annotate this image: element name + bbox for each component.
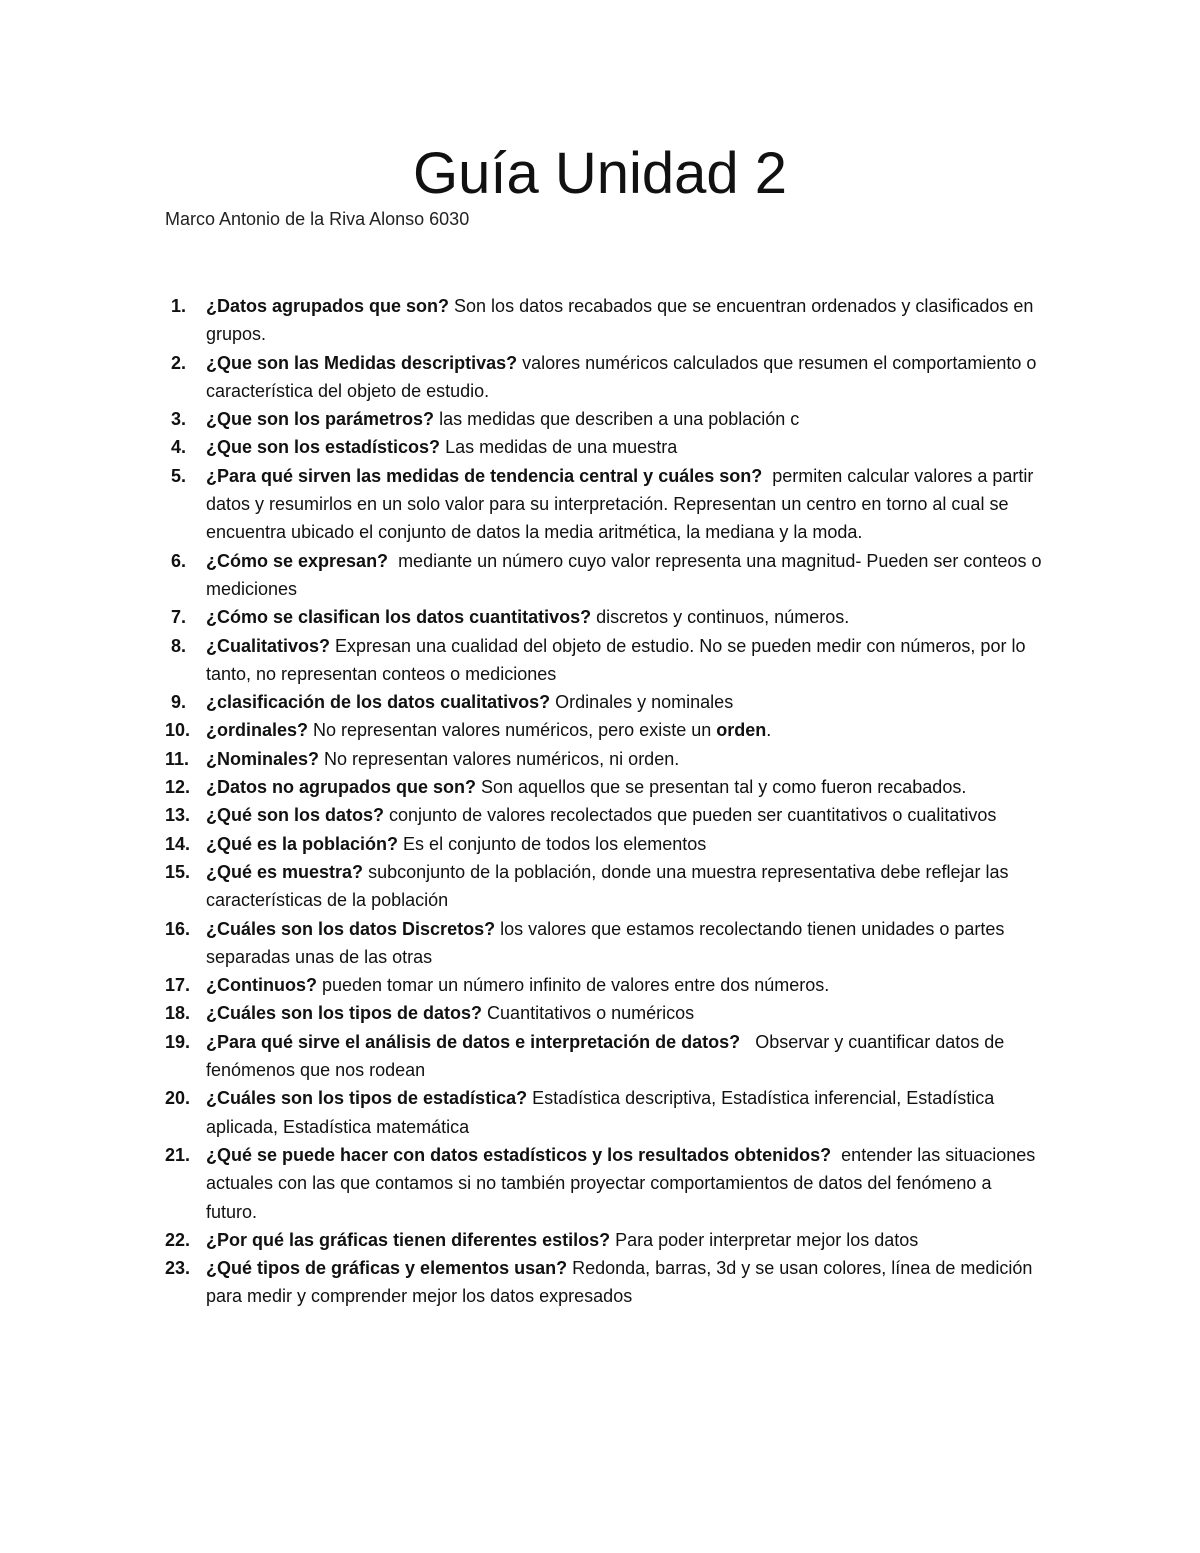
answer-text: Estadística descriptiva, Estadística inferencial, Estadística aplicada, Estadística matemática (206, 1088, 1000, 1137)
item-text (206, 915, 1045, 972)
answer-text: conjunto de valores recolectados que pueden ser cuantitativos o cualitativos (384, 805, 997, 826)
item-number: 11. (165, 748, 190, 769)
item-text (206, 858, 1045, 915)
list-item (165, 773, 1045, 801)
list-item (165, 999, 1045, 1027)
question-text: ¿Que son los parámetros? (206, 409, 435, 430)
author-line: Marco Antonio de la Riva Alonso 6030 (165, 209, 470, 229)
question-text: ¿Qué se puede hacer con datos estadísticos y los resultados obtenidos? (206, 1144, 832, 1165)
item-number: 14. (165, 833, 191, 854)
answer-text: Cuantitativos o numéricos (482, 1003, 695, 1024)
answer-text: Expresan una cualidad del objeto de estudio. No se pueden medir con números, por lo tanto, no representan conteos o mediciones (206, 635, 1031, 684)
item-text (206, 971, 1045, 999)
item-number: 4. (171, 437, 187, 458)
list-item (165, 632, 1045, 689)
item-number: 10. (165, 720, 191, 741)
item-number: 18. (165, 1003, 191, 1024)
list-item (165, 433, 1045, 461)
item-text (206, 632, 1045, 689)
question-text: ¿Cuáles son los tipos de datos? (206, 1003, 483, 1024)
list-item (165, 1254, 1045, 1311)
answer-text: los valores que estamos recolectando tienen unidades o partes separadas unas de las otras (206, 918, 1010, 967)
item-number: 1. (171, 296, 187, 316)
question-text: ¿Para qué sirven las medidas de tendencia central y cuáles son? (206, 465, 763, 486)
list-item (165, 858, 1045, 915)
answer-text: Las medidas de una muestra (440, 437, 678, 458)
list-item (165, 1084, 1045, 1141)
list-item (165, 349, 1045, 406)
item-number: 17. (165, 975, 191, 996)
question-text: ¿Que son los estadísticos? (206, 437, 441, 458)
item-number: 8. (171, 635, 187, 656)
answer-text: No representan valores numéricos, ni orden. (319, 748, 680, 769)
item-text (206, 830, 1045, 858)
question-text: ¿Nominales? (206, 748, 320, 769)
list-item (165, 1141, 1045, 1226)
list-item (165, 462, 1045, 547)
item-text (206, 745, 1045, 773)
item-number: 19. (165, 1031, 191, 1052)
list-item (165, 801, 1045, 829)
question-text: ¿Cómo se clasifican los datos cuantitativos? (206, 607, 592, 628)
question-text: ¿Cuáles son los tipos de estadística? (206, 1088, 528, 1109)
answer-end: . (766, 720, 772, 741)
list-item (165, 1028, 1045, 1085)
list-item (165, 971, 1045, 999)
question-text: ¿Datos no agrupados que son? (206, 777, 477, 798)
question-text: ¿Cómo se expresan? (206, 550, 389, 571)
answer-text: subconjunto de la población, donde una muestra representativa debe reflejar las características de la población (206, 861, 1014, 911)
question-text: ¿clasificación de los datos cualitativos? (206, 692, 551, 713)
item-text (206, 462, 1045, 547)
answer-text: No representan valores numéricos, pero existe un (308, 720, 717, 741)
item-number: 13. (165, 805, 191, 826)
item-text (206, 801, 1045, 829)
item-text (206, 1028, 1045, 1085)
question-text: ¿Por qué las gráficas tienen diferentes estilos? (206, 1229, 611, 1250)
list-item (165, 716, 1045, 744)
item-number: 15. (165, 861, 191, 882)
item-text (206, 547, 1045, 604)
question-text: ¿Que son las Medidas descriptivas? (206, 352, 518, 373)
item-number: 16. (165, 918, 191, 939)
item-text (206, 349, 1045, 406)
answer-text: Es el conjunto de todos los elementos (398, 833, 707, 854)
question-text: ¿Cuáles son los datos Discretos? (206, 918, 496, 939)
item-number: 21. (165, 1144, 191, 1165)
document-title: Guía Unidad 2 (412, 141, 788, 206)
answer-text: entender las situaciones actuales con las que contamos si no también proyectar comportamientos de datos del fenómeno a futuro. (206, 1144, 1041, 1222)
answer-text: Observar y cuantificar datos de fenómenos que nos rodean (206, 1031, 1010, 1081)
question-text: ¿ordinales? (206, 720, 309, 741)
answer-text: Son aquellos que se presentan tal y como fueron recabados. (476, 777, 967, 798)
list-item (165, 688, 1045, 716)
item-text (206, 1226, 1045, 1254)
question-text: ¿Cualitativos? (206, 635, 331, 656)
list-item (165, 292, 1045, 349)
question-list (165, 292, 1045, 1311)
item-number: 9. (171, 692, 187, 713)
answer-text: mediante un número cuyo valor representa una magnitud- Pueden ser conteos o mediciones (206, 550, 1047, 599)
item-text (206, 405, 1045, 433)
answer-text: permiten calcular valores a partir datos y resumirlos en un solo valor para su interpretación. Representan un centro en torno al cual se encuentra ubicado el conjunto de datos la media aritmética, la mediana y la moda. (206, 465, 1039, 543)
question-text: ¿Qué es muestra? (206, 861, 364, 882)
item-text (206, 688, 1045, 716)
item-text (206, 1141, 1045, 1226)
list-item (165, 915, 1045, 972)
answer-emphasis: orden (716, 720, 767, 741)
question-text: ¿Qué es la población? (206, 833, 399, 854)
answer-text: las medidas que describen a una población c (434, 409, 800, 430)
item-text (206, 999, 1045, 1027)
item-text (206, 292, 1045, 349)
answer-text: Redonda, barras, 3d y se usan colores, línea de medición para medir y comprender mejor los datos expresados (206, 1258, 1038, 1307)
answer-text: discretos y continuos, números. (591, 607, 850, 628)
item-text (206, 433, 1045, 461)
item-text (206, 773, 1045, 801)
question-text: ¿Continuos? (206, 975, 317, 996)
item-text (206, 716, 1045, 744)
item-number: 20. (165, 1088, 191, 1109)
item-number: 7. (171, 607, 187, 628)
list-item (165, 745, 1045, 773)
item-text (206, 603, 1045, 631)
question-text: ¿Qué tipos de gráficas y elementos usan? (206, 1258, 568, 1279)
item-number: 3. (171, 409, 187, 430)
answer-text: valores numéricos calculados que resumen el comportamiento o característica del objeto de estudio. (206, 352, 1042, 401)
item-number: 22. (165, 1229, 191, 1250)
list-item (165, 547, 1045, 604)
answer-text: pueden tomar un número infinito de valores entre dos números. (316, 975, 830, 996)
list-item (165, 830, 1045, 858)
item-text (206, 1254, 1045, 1311)
item-number: 23. (165, 1258, 191, 1279)
question-text: ¿Qué son los datos? (206, 805, 385, 826)
question-text: ¿Datos agrupados que son? (206, 296, 450, 316)
list-item (165, 1226, 1045, 1254)
answer-text: Para poder interpretar mejor los datos (610, 1229, 919, 1250)
item-number: 12. (165, 777, 191, 798)
list-item (165, 603, 1045, 631)
item-number: 6. (171, 550, 187, 571)
question-text: ¿Para qué sirve el análisis de datos e interpretación de datos? (206, 1031, 741, 1052)
answer-text: Ordinales y nominales (550, 692, 734, 713)
list-item (165, 405, 1045, 433)
item-number: 5. (171, 465, 187, 486)
item-number: 2. (171, 352, 187, 373)
answer-text: Son los datos recabados que se encuentran ordenados y clasificados en grupos. (206, 296, 1039, 345)
item-text (206, 1084, 1045, 1141)
